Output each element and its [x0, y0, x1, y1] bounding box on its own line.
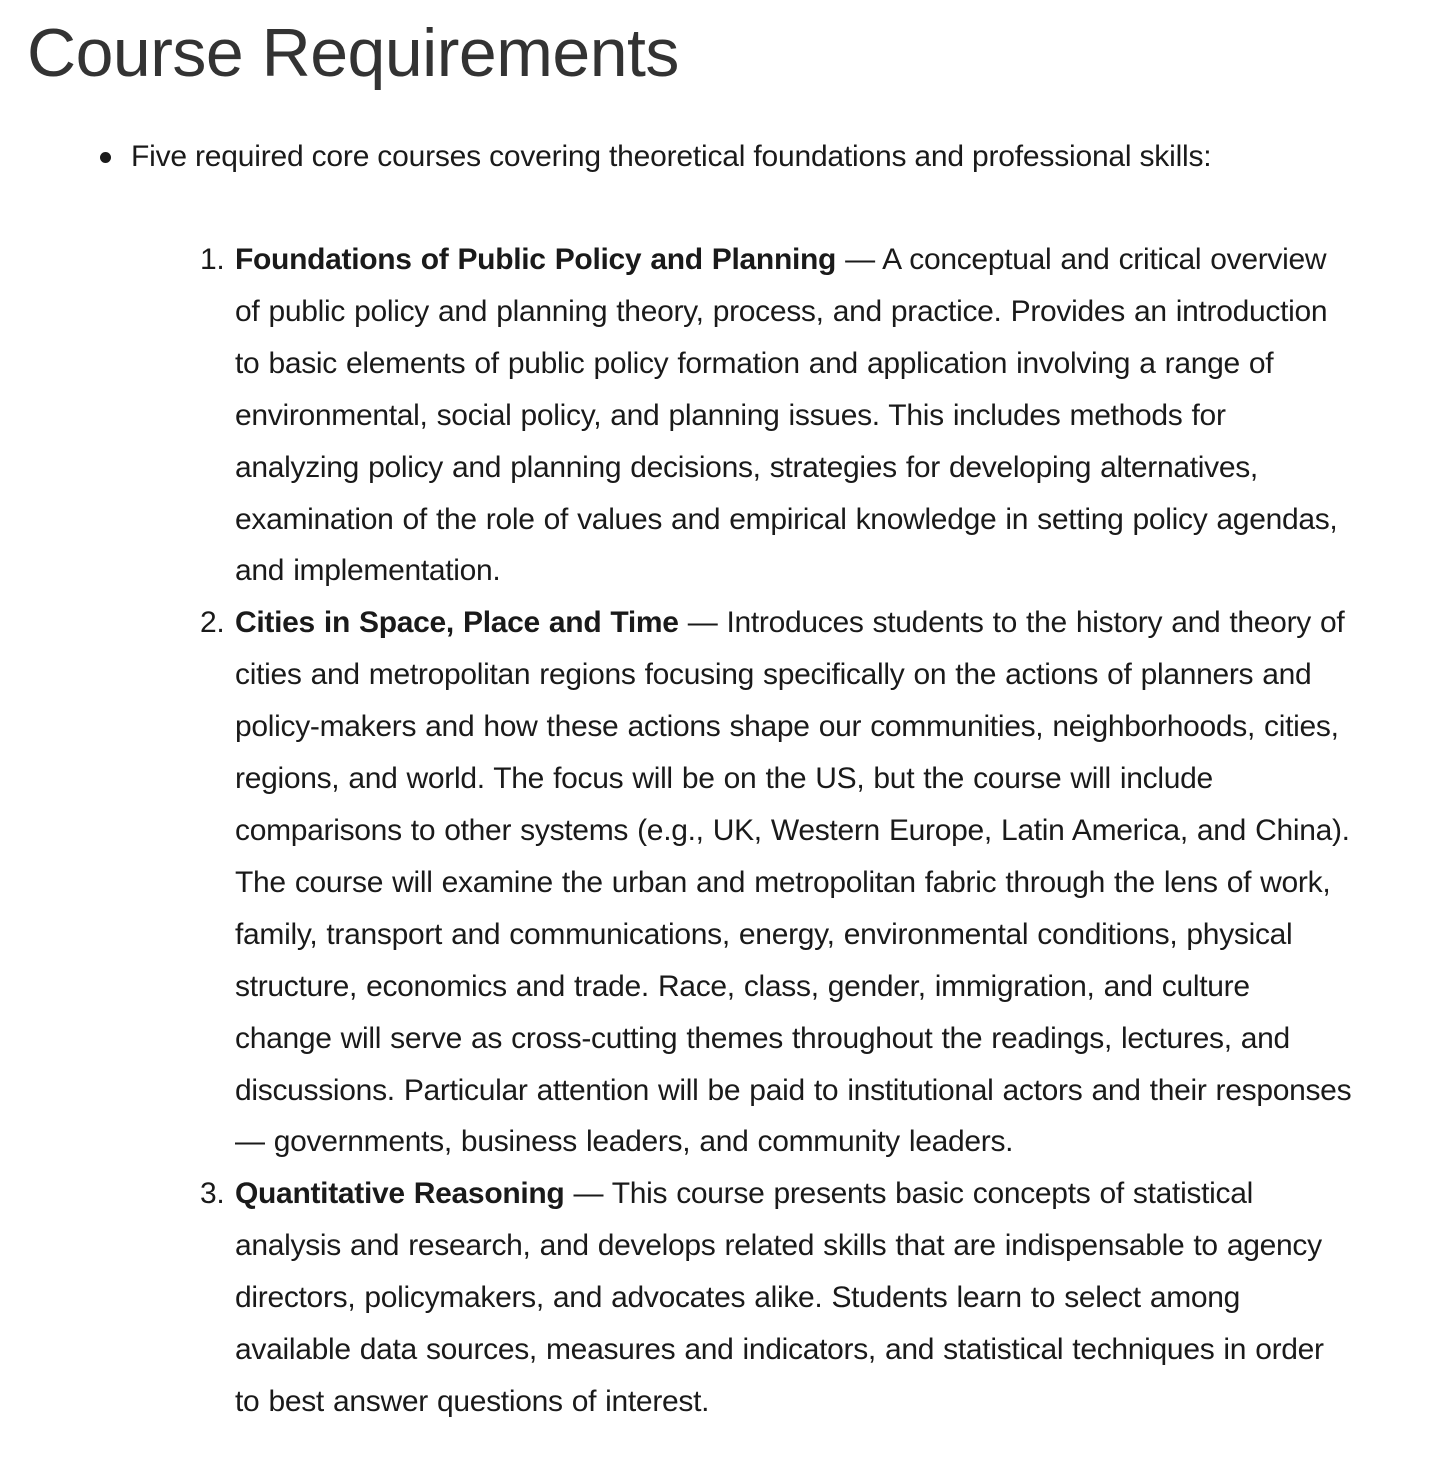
course-name: Foundations of Public Policy and Planning — [235, 243, 837, 276]
requirements-list — [0, 131, 1448, 1428]
course-name: Quantitative Reasoning — [235, 1177, 565, 1211]
requirements-list-item — [0, 131, 1448, 1428]
requirements-intro: Five required core courses covering theoretical foundations and professional skills: — [131, 140, 1212, 173]
course-item — [200, 1168, 1355, 1428]
course-number: 3. — [200, 1177, 225, 1211]
course-number: 1. — [200, 243, 225, 276]
bullet-icon — [100, 152, 111, 163]
course-description: — This course presents basic concepts of statistical analysis and research, and develops related skills that are indispensable to agency directors, policymakers, and advocates alike. Students learn to select among available data sources, measures and indicators, and statistical techniques in order to best answer questions of interest. — [235, 1177, 1324, 1418]
course-description: — A conceptual and critical overview of public policy and planning theory, process, and practice. Provides an introduction to basic elements of public policy formation and application involving a range of environmental, social policy, and planning issues. This includes methods for analyzing policy and planning decisions, strategies for developing alternatives, examination of the role of values and empirical knowledge in setting policy agendas, and implementation. — [235, 243, 1338, 588]
course-item — [200, 597, 1355, 1168]
page-title: Course Requirements — [27, 15, 679, 91]
course-description: — Introduces students to the history and theory of cities and metropolitan regions focusing specifically on the actions of planners and policy-makers and how these actions shape our communities, neighborhoods, cities, regions, and world. The focus will be on the US, but the course will include comparisons to other systems (e.g., UK, Western Europe, Latin America, and China). The course will examine the urban and metropolitan fabric through the lens of work, family, transport and communications, energy, environmental conditions, physical structure, economics and trade. Race, class, gender, immigration, and culture change will serve as cross-cutting themes throughout the readings, lectures, and discussions. Particular attention will be paid to institutional actors and their responses — governments, business leaders, and community leaders. — [235, 606, 1352, 1159]
course-number: 2. — [200, 606, 225, 640]
course-name: Cities in Space, Place and Time — [235, 606, 679, 640]
course-list — [200, 234, 1355, 1428]
course-item — [200, 234, 1355, 597]
